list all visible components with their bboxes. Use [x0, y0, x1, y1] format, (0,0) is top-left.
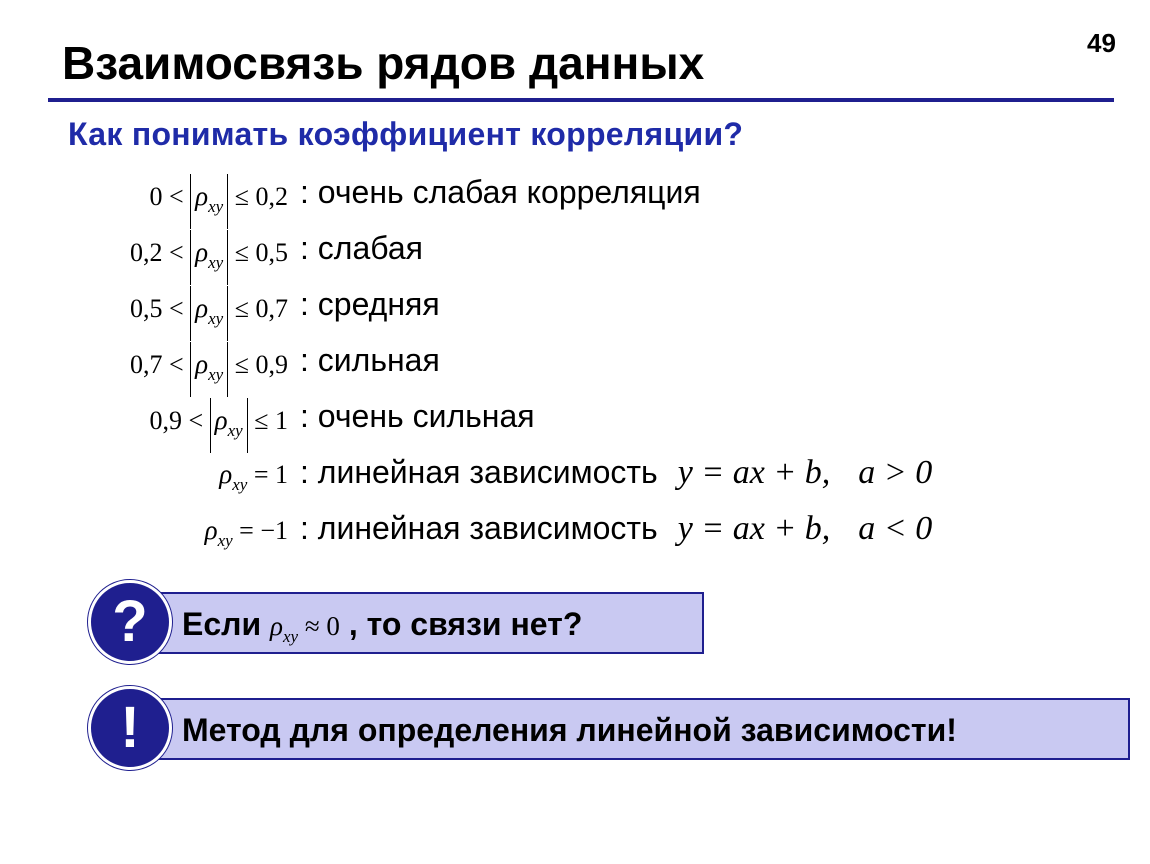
question-callout — [150, 592, 704, 654]
linear-formula: $\rho_{xy} = -1$ — [204, 515, 288, 550]
linear-equation: y = ax + b, — [677, 454, 831, 491]
slope-condition: a < 0 — [858, 510, 933, 547]
range-formula: $0 < \rho_{xy} \le 0,2$ — [149, 174, 288, 214]
range-description: : средняя — [300, 286, 440, 322]
rho-approx-zero: $\rho_{xy} \approx 0$ — [270, 611, 340, 646]
range-formula: $0,2 < \rho_{xy} \le 0,5$ — [130, 230, 288, 270]
question-text-before: Если — [182, 606, 262, 642]
range-row — [0, 280, 1150, 330]
range-row — [0, 336, 1150, 386]
range-description: : очень слабая корреляция — [300, 174, 701, 210]
slide-title: Взаимосвязь рядов данных — [62, 37, 705, 89]
range-row — [0, 224, 1150, 274]
linear-formula: $\rho_{xy} = 1$ — [219, 459, 288, 494]
title-divider — [48, 98, 1114, 102]
linear-description: : линейная зависимость y = ax + b, a > 0 — [300, 454, 933, 491]
range-description: : сильная — [300, 342, 440, 378]
range-formula: $0,5 < \rho_{xy} \le 0,7$ — [130, 286, 288, 326]
linear-row — [0, 448, 1150, 498]
linear-description: : линейная зависимость y = ax + b, a < 0 — [300, 510, 933, 547]
range-row — [0, 392, 1150, 442]
slope-condition: a > 0 — [858, 454, 933, 491]
linear-equation: y = ax + b, — [677, 510, 831, 547]
slide-number: 49 — [1087, 28, 1116, 58]
question-mark-icon: ? — [88, 580, 172, 664]
range-description: : слабая — [300, 230, 423, 266]
question-text-after: , то связи нет? — [348, 606, 583, 642]
range-row — [0, 168, 1150, 218]
range-formula: $0,9 < \rho_{xy} \le 1$ — [149, 398, 288, 438]
exclaim-text: Метод для определения линейной зависимости! — [182, 712, 957, 748]
exclaim-callout — [150, 698, 1130, 760]
subtitle: Как понимать коэффициент корреляции? — [68, 116, 744, 152]
linear-row — [0, 504, 1150, 554]
range-description: : очень сильная — [300, 398, 535, 434]
range-formula: $0,7 < \rho_{xy} \le 0,9$ — [130, 342, 288, 382]
exclamation-icon: ! — [88, 686, 172, 770]
